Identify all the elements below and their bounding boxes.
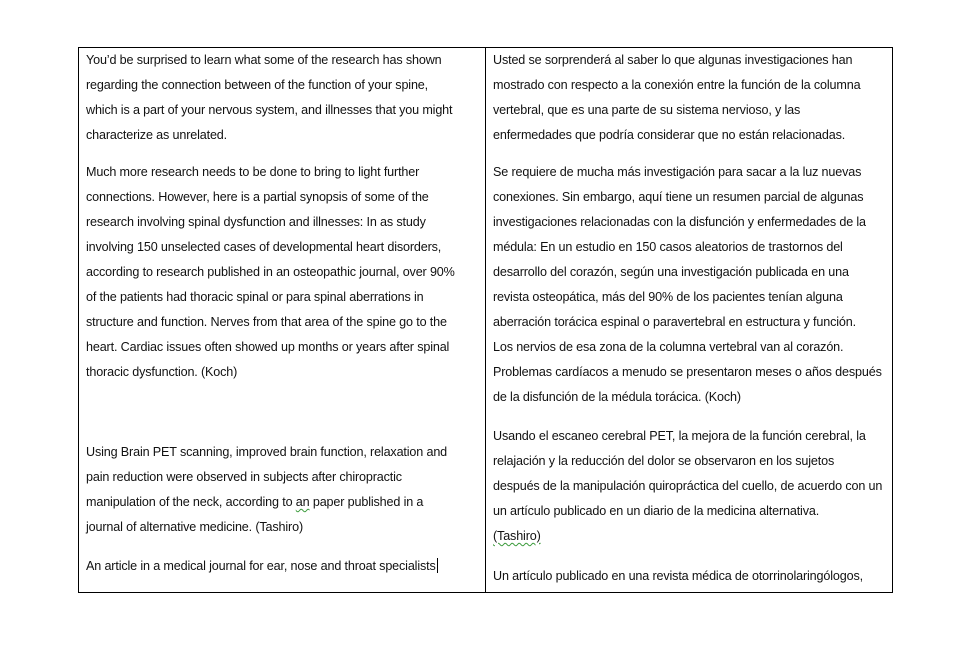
spanish-paragraph-3: [493, 424, 882, 549]
text-line: according to research published in an osteopathic journal, over 90%: [86, 265, 455, 279]
text-line: Los nervios de esa zona de la columna vertebral van al corazón.: [493, 340, 844, 354]
text-line: [493, 524, 882, 549]
text-line: Problemas cardíacos a menudo se presentaron meses o años después: [493, 365, 882, 379]
text-line: conexiones. Sin embargo, aquí tiene un resumen parcial de algunas: [493, 190, 864, 204]
text-line: un artículo publicado en un diario de la medicina alternativa.: [493, 504, 820, 518]
text-line: vertebral, que es una parte de su sistema nervioso, y las: [493, 103, 801, 117]
text-line: médula: En un estudio en 150 casos aleatorios de trastornos del: [493, 240, 843, 254]
text-line: involving 150 unselected cases of developmental heart disorders,: [86, 240, 442, 254]
text-line: revista osteopática, más del 90% de los pacientes tenían alguna: [493, 290, 843, 304]
spanish-column[interactable]: [486, 48, 892, 592]
text-line: research involving spinal dysfunction and illnesses: In as study: [86, 215, 426, 229]
text-line: mostrado con respecto a la conexión entre la función de la columna: [493, 78, 861, 92]
text-line: Usted se sorprenderá al saber lo que algunas investigaciones han: [493, 53, 853, 67]
text-line: You’d be surprised to learn what some of the research has shown: [86, 53, 442, 67]
text-line: journal of alternative medicine. (Tashiro): [86, 520, 303, 534]
text-line: enfermedades que podría considerar que no están relacionadas.: [493, 128, 846, 142]
english-paragraph-2: [86, 160, 455, 385]
spanish-paragraph-2: [493, 160, 882, 410]
text-line: of the patients had thoracic spinal or para spinal aberrations in: [86, 290, 424, 304]
text-cursor: [437, 558, 438, 573]
text-line: regarding the connection between of the function of your spine,: [86, 78, 429, 92]
text-line: Much more research needs to be done to bring to light further: [86, 165, 420, 179]
text-line: Un artículo publicado en una revista médica de otorrinolaringólogos,: [493, 569, 863, 583]
text-line: aberración torácica espinal o paravertebral en estructura y función.: [493, 315, 856, 329]
english-column[interactable]: [79, 48, 486, 592]
text-line: structure and function. Nerves from that area of the spine go to the: [86, 315, 447, 329]
text-line: which is a part of your nervous system, and illnesses that you might: [86, 103, 453, 117]
text-line: investigaciones relacionadas con la disfunción y enfermedades de la: [493, 215, 866, 229]
spanish-paragraph-4: [493, 564, 863, 589]
spanish-paragraph-1: [493, 48, 860, 148]
text-line: de la disfunción de la médula torácica. (Koch): [493, 390, 741, 404]
text-line: [86, 490, 447, 515]
text-line: [86, 554, 438, 579]
english-paragraph-4: [86, 554, 438, 579]
text-line: heart. Cardiac issues often showed up months or years after spinal: [86, 340, 450, 354]
grammar-flagged-word[interactable]: an: [295, 495, 310, 509]
text-line: pain reduction were observed in subjects after chiropractic: [86, 470, 402, 484]
text-segment: An article in a medical journal for ear, nose and throat specialists: [86, 559, 436, 573]
text-line: thoracic dysfunction. (Koch): [86, 365, 238, 379]
bilingual-table: [78, 47, 893, 593]
text-segment: manipulation of the neck, according to: [86, 495, 296, 509]
text-line: Se requiere de mucha más investigación para sacar a la luz nuevas: [493, 165, 862, 179]
text-segment: paper published in a: [309, 495, 424, 509]
spellcheck-flagged-word[interactable]: (Tashiro): [493, 529, 541, 543]
english-paragraph-3: [86, 440, 447, 540]
text-line: Usando el escaneo cerebral PET, la mejora de la función cerebral, la: [493, 429, 866, 443]
text-line: characterize as unrelated.: [86, 128, 228, 142]
text-line: relajación y la reducción del dolor se observaron en los sujetos: [493, 454, 835, 468]
text-line: connections. However, here is a partial synopsis of some of the: [86, 190, 429, 204]
english-paragraph-1: [86, 48, 452, 148]
text-line: después de la manipulación quiropráctica del cuello, de acuerdo con un: [493, 479, 883, 493]
text-line: desarrollo del corazón, según una investigación publicada en una: [493, 265, 849, 279]
text-line: Using Brain PET scanning, improved brain function, relaxation and: [86, 445, 448, 459]
